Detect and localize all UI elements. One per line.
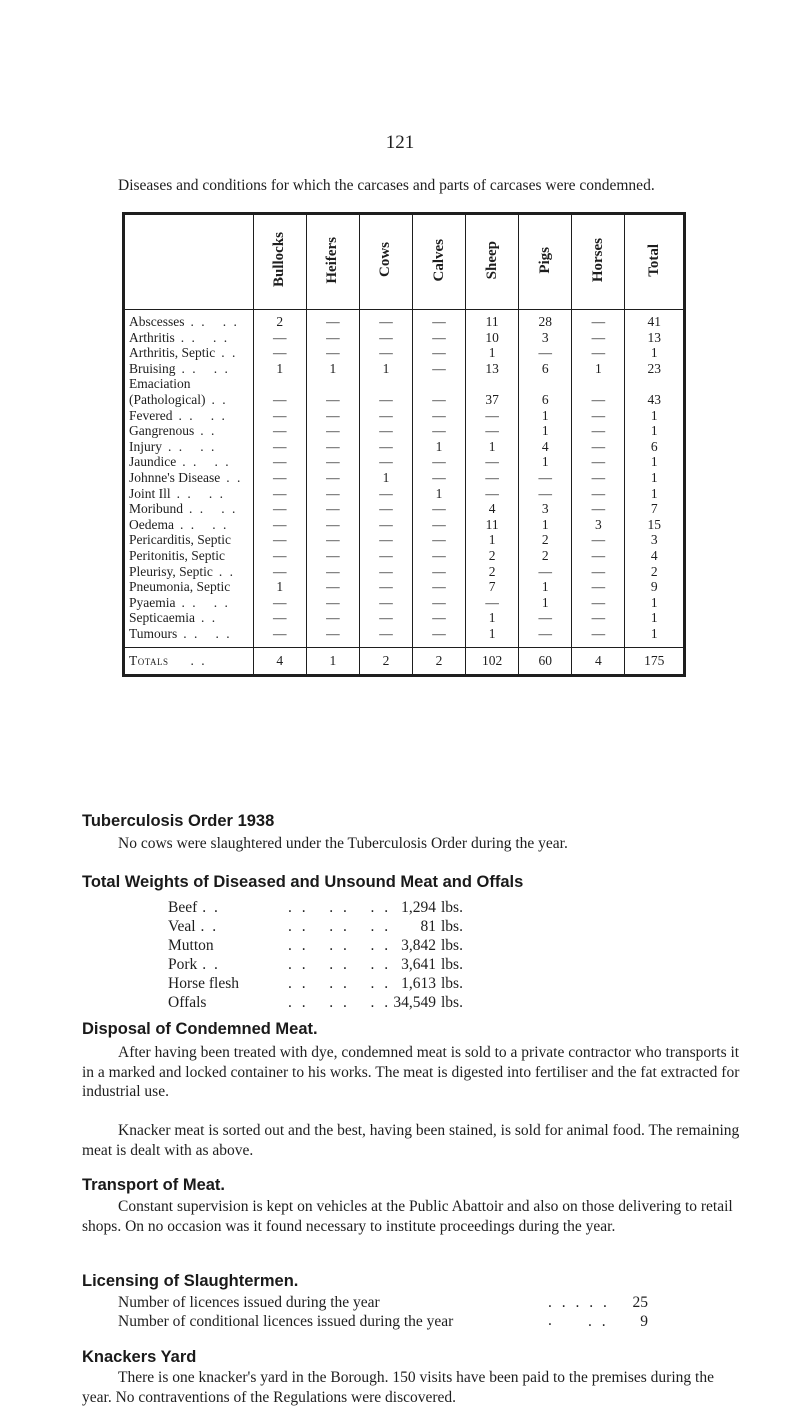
table-row — [125, 408, 683, 424]
table-cell: — — [359, 310, 412, 330]
table-cell: 2 — [253, 310, 306, 330]
table-cell: — — [306, 595, 359, 611]
weight-row: Pork . . . . . . . . 3,641 lbs. — [168, 956, 463, 973]
row-label: Emaciation (Pathological) . . — [129, 376, 228, 407]
table-cell: 37 — [466, 376, 519, 407]
table-cell: — — [253, 408, 306, 424]
totals-cell: 102 — [466, 648, 519, 675]
table-cell: 1 — [519, 517, 572, 533]
table-cell: — — [359, 610, 412, 626]
table-cell: — — [572, 564, 625, 580]
transport-text: Constant supervision is kept on vehicles at the Public Abattoir and also on those delivering to retail shops. On no occasion was it found necessary to institute proceedings during the year. — [82, 1198, 733, 1235]
table-cell: 43 — [625, 376, 683, 407]
table-cell: 1 — [625, 626, 683, 648]
table-cell: 2 — [519, 548, 572, 564]
row-label: Gangrenous . . — [129, 423, 217, 439]
table-cell: — — [572, 376, 625, 407]
table-cell: — — [572, 408, 625, 424]
table-row — [125, 626, 683, 648]
table-cell: 4 — [519, 439, 572, 455]
table-cell: — — [413, 408, 466, 424]
totals-cell: 4 — [253, 648, 306, 675]
table-cell: — — [572, 579, 625, 595]
header-cell: Total — [625, 215, 683, 310]
table-cell: — — [306, 439, 359, 455]
table-cell: — — [359, 376, 412, 407]
table-cell: — — [466, 595, 519, 611]
table-cell: 6 — [519, 376, 572, 407]
table-cell: — — [253, 439, 306, 455]
table-row — [125, 486, 683, 502]
totals-cell: 2 — [359, 648, 412, 675]
knackers-text: There is one knacker's yard in the Borough. 150 visits have been paid to the premises during the year. No contraventions of the Regulations were discovered. — [82, 1369, 714, 1406]
totals-cell: 60 — [519, 648, 572, 675]
table-cell: — — [253, 486, 306, 502]
table-cell: — — [306, 345, 359, 361]
table-cell: 1 — [519, 579, 572, 595]
table-cell: — — [413, 376, 466, 407]
table-row — [125, 361, 683, 377]
table-cell: — — [466, 486, 519, 502]
table-cell: 1 — [625, 610, 683, 626]
row-label: Johnne's Disease . . — [129, 469, 243, 485]
table-row — [125, 470, 683, 486]
row-label: Pneumonia, Septic — [129, 579, 231, 595]
table-row — [125, 595, 683, 611]
table-row — [125, 501, 683, 517]
table-row — [125, 610, 683, 626]
table-cell: — — [306, 579, 359, 595]
table-cell: — — [572, 626, 625, 648]
table-cell: — — [413, 626, 466, 648]
weight-row: Mutton . . . . . . 3,842 lbs. — [168, 937, 463, 954]
table-cell: — — [253, 595, 306, 611]
table-cell: 11 — [466, 517, 519, 533]
table-cell: — — [253, 517, 306, 533]
table-row — [125, 532, 683, 548]
table-cell: — — [253, 532, 306, 548]
table-row — [125, 330, 683, 346]
table-cell: — — [253, 345, 306, 361]
table-cell: — — [359, 501, 412, 517]
table-cell: 9 — [625, 579, 683, 595]
table-cell: 1 — [359, 470, 412, 486]
table-cell: 1 — [519, 423, 572, 439]
transport-heading: Transport of Meat. — [82, 1176, 226, 1194]
table-cell: — — [466, 470, 519, 486]
table-row — [125, 517, 683, 533]
table-cell: — — [306, 330, 359, 346]
table-row — [125, 310, 683, 330]
page-number: 121 — [385, 132, 415, 153]
header-cell: Sheep — [466, 215, 519, 310]
table-cell: — — [519, 626, 572, 648]
table-cell: 1 — [625, 470, 683, 486]
totals-cell: 4 — [572, 648, 625, 675]
row-label: Peritonitis, Septic — [129, 547, 225, 563]
table-cell: — — [413, 361, 466, 377]
table-cell: 4 — [466, 501, 519, 517]
table-cell: 1 — [519, 595, 572, 611]
table-cell: 1 — [466, 345, 519, 361]
table-cell: 7 — [625, 501, 683, 517]
table-cell: — — [253, 548, 306, 564]
weights-list — [168, 898, 463, 1012]
conditions-table — [122, 212, 686, 677]
table-cell: — — [306, 423, 359, 439]
table-cell: — — [572, 454, 625, 470]
table-cell: 4 — [625, 548, 683, 564]
disposal-paragraph-1: After having been treated with dye, condemned meat is sold to a private contractor who transports it in a marked and locked container to his works. The meat is digested into fertiliser and the fat extracted for industrial use. — [82, 1044, 740, 1100]
totals-cell: 1 — [306, 648, 359, 675]
table-cell: — — [572, 345, 625, 361]
table-cell: — — [359, 548, 412, 564]
table-row — [125, 564, 683, 580]
table-cell: — — [519, 486, 572, 502]
table-cell: — — [572, 532, 625, 548]
row-label: Pyaemia . . . . — [129, 594, 230, 610]
tb-order-text: No cows were slaughtered under the Tuberculosis Order during the year. — [118, 835, 568, 852]
table-cell: — — [519, 564, 572, 580]
table-cell: — — [359, 532, 412, 548]
table-cell: — — [572, 486, 625, 502]
table-cell: — — [572, 310, 625, 330]
table-cell: — — [572, 470, 625, 486]
table-cell: 1 — [306, 361, 359, 377]
row-label: Joint Ill . . . . — [129, 485, 226, 501]
table-cell: — — [253, 423, 306, 439]
row-label: Tumours . . . . — [129, 625, 232, 641]
table-cell: 1 — [466, 439, 519, 455]
table-cell: — — [572, 501, 625, 517]
table-cell: 6 — [519, 361, 572, 377]
weight-row: Veal . . . . . . . . 81 lbs. — [168, 918, 463, 935]
header-cell: Bullocks — [253, 215, 306, 310]
table-cell: 6 — [625, 439, 683, 455]
table-row — [125, 454, 683, 470]
table-cell: — — [413, 532, 466, 548]
table-cell: 1 — [359, 361, 412, 377]
row-label: Injury . . . . — [129, 438, 217, 454]
table-cell: — — [413, 470, 466, 486]
intro-text: Diseases and conditions for which the carcases and parts of carcases were condemned. — [118, 177, 655, 194]
table-cell: 3 — [519, 501, 572, 517]
table-cell: — — [466, 454, 519, 470]
table-cell: 1 — [413, 486, 466, 502]
weight-row: Horse flesh . . . . . . 1,613 lbs. — [168, 975, 463, 992]
table-cell: 10 — [466, 330, 519, 346]
header-cell: Calves — [413, 215, 466, 310]
tb-order-heading: Tuberculosis Order 1938 — [82, 812, 275, 830]
totals-label: Totals . . — [125, 648, 253, 675]
row-label: Arthritis, Septic . . — [129, 345, 238, 361]
table-row — [125, 579, 683, 595]
table-cell: — — [413, 564, 466, 580]
disposal-heading: Disposal of Condemned Meat. — [82, 1020, 318, 1038]
table-cell: — — [519, 610, 572, 626]
table-cell: — — [306, 376, 359, 407]
table-cell: 1 — [466, 610, 519, 626]
table-cell: 1 — [466, 532, 519, 548]
row-label: Pericarditis, Septic — [129, 532, 231, 548]
table-cell: 2 — [519, 532, 572, 548]
table-cell: — — [359, 345, 412, 361]
table-cell: 13 — [625, 330, 683, 346]
table-cell: — — [413, 548, 466, 564]
table-cell: — — [413, 595, 466, 611]
header-cell: Horses — [572, 215, 625, 310]
table-cell: — — [306, 501, 359, 517]
table-cell: — — [306, 470, 359, 486]
table-cell: — — [359, 439, 412, 455]
table-cell: 3 — [572, 517, 625, 533]
table-cell: — — [306, 408, 359, 424]
table-cell: 13 — [466, 361, 519, 377]
row-label: Pleurisy, Septic . . — [129, 563, 235, 579]
table-cell: 41 — [625, 310, 683, 330]
table-cell: — — [359, 595, 412, 611]
table-cell: — — [253, 454, 306, 470]
table-cell: — — [253, 501, 306, 517]
table-cell: — — [413, 579, 466, 595]
table-cell: — — [413, 345, 466, 361]
table-cell: — — [306, 610, 359, 626]
table-cell: 1 — [253, 361, 306, 377]
table-cell: 2 — [625, 564, 683, 580]
table-row — [125, 345, 683, 361]
header-cell: Heifers — [306, 215, 359, 310]
table-cell: 11 — [466, 310, 519, 330]
table-cell: — — [253, 564, 306, 580]
table-cell: — — [572, 439, 625, 455]
row-label: Fevered . . . . — [129, 407, 227, 423]
table-cell: 1 — [572, 361, 625, 377]
header-cell: Pigs — [519, 215, 572, 310]
table-cell: — — [519, 345, 572, 361]
table-cell: — — [413, 501, 466, 517]
table-cell: — — [306, 517, 359, 533]
table-cell: 28 — [519, 310, 572, 330]
header-blank — [125, 215, 253, 310]
table-cell: — — [572, 330, 625, 346]
table-cell: — — [359, 330, 412, 346]
table-cell: — — [253, 626, 306, 648]
knackers-heading: Knackers Yard — [82, 1348, 197, 1366]
header-cell: Cows — [359, 215, 412, 310]
table-cell: — — [359, 454, 412, 470]
row-label: Septicaemia . . — [129, 610, 218, 626]
table-cell: 2 — [466, 564, 519, 580]
table-cell: 1 — [625, 486, 683, 502]
table-cell: — — [306, 486, 359, 502]
table-cell: — — [359, 486, 412, 502]
table-cell: — — [306, 532, 359, 548]
row-label: Jaundice . . . . — [129, 454, 231, 470]
table-cell: 1 — [466, 626, 519, 648]
table-cell: 1 — [625, 345, 683, 361]
table-row — [125, 423, 683, 439]
table-cell: 2 — [466, 548, 519, 564]
table-cell: — — [253, 470, 306, 486]
table-cell: 1 — [625, 423, 683, 439]
table-cell: — — [572, 423, 625, 439]
table-cell: — — [359, 626, 412, 648]
table-cell: — — [413, 610, 466, 626]
table-cell: 7 — [466, 579, 519, 595]
table-cell: — — [359, 408, 412, 424]
table-cell: 1 — [625, 454, 683, 470]
totals-cell: 2 — [413, 648, 466, 675]
row-label: Arthritis . . . . — [129, 329, 230, 345]
table-cell: — — [359, 423, 412, 439]
table-cell: 1 — [519, 408, 572, 424]
table-cell: — — [466, 408, 519, 424]
weight-row: Offals . . . . . . 34,549 lbs. — [168, 994, 463, 1011]
table-cell: — — [572, 595, 625, 611]
table-cell: 1 — [625, 595, 683, 611]
table-row — [125, 439, 683, 455]
table-cell: — — [306, 564, 359, 580]
totals-cell: 175 — [625, 648, 683, 675]
table-cell: 15 — [625, 517, 683, 533]
table-cell: — — [306, 454, 359, 470]
table-cell: — — [572, 610, 625, 626]
table-cell: — — [466, 423, 519, 439]
table-cell: — — [306, 548, 359, 564]
table-row — [125, 376, 683, 407]
row-label: Abscesses . . . . — [129, 314, 239, 329]
table-cell: 1 — [519, 454, 572, 470]
table-cell: — — [359, 579, 412, 595]
weights-heading: Total Weights of Diseased and Unsound Meat and Offals — [82, 873, 524, 891]
row-label: Moribund . . . . — [129, 501, 238, 517]
table-cell: — — [306, 626, 359, 648]
table-cell: 3 — [519, 330, 572, 346]
table-cell: — — [572, 548, 625, 564]
weight-row: Beef . . . . . . . . 1,294 lbs. — [168, 899, 463, 916]
table-cell: — — [253, 610, 306, 626]
table-cell: — — [413, 423, 466, 439]
table-cell: 1 — [413, 439, 466, 455]
table-cell: 1 — [253, 579, 306, 595]
table-row — [125, 548, 683, 564]
row-label: Oedema . . . . — [129, 516, 229, 532]
table-cell: 23 — [625, 361, 683, 377]
totals-row — [125, 648, 683, 675]
table-cell: — — [413, 310, 466, 330]
table-cell: — — [359, 564, 412, 580]
row-label: Bruising . . . . — [129, 360, 230, 376]
table-body — [125, 310, 683, 675]
disposal-paragraph-2: Knacker meat is sorted out and the best, having been stained, is sold for animal food. The remaining meat is dealt with as above. — [82, 1122, 740, 1159]
table-cell: — — [359, 517, 412, 533]
licence-row: Number of licences issued during the year . . . . . . 25 — [118, 1294, 648, 1329]
table-cell: — — [413, 517, 466, 533]
table-cell: — — [253, 330, 306, 346]
licensing-heading: Licensing of Slaughtermen. — [82, 1272, 299, 1290]
table-cell: — — [413, 454, 466, 470]
table-cell: — — [253, 376, 306, 407]
table-cell: — — [519, 470, 572, 486]
table-cell: 3 — [625, 532, 683, 548]
table-cell: — — [306, 310, 359, 330]
table-header-row — [125, 215, 683, 310]
table-cell: — — [413, 330, 466, 346]
licence-row: Number of conditional licences issued during the year . . 9 — [118, 1313, 648, 1330]
table-cell: 1 — [625, 408, 683, 424]
